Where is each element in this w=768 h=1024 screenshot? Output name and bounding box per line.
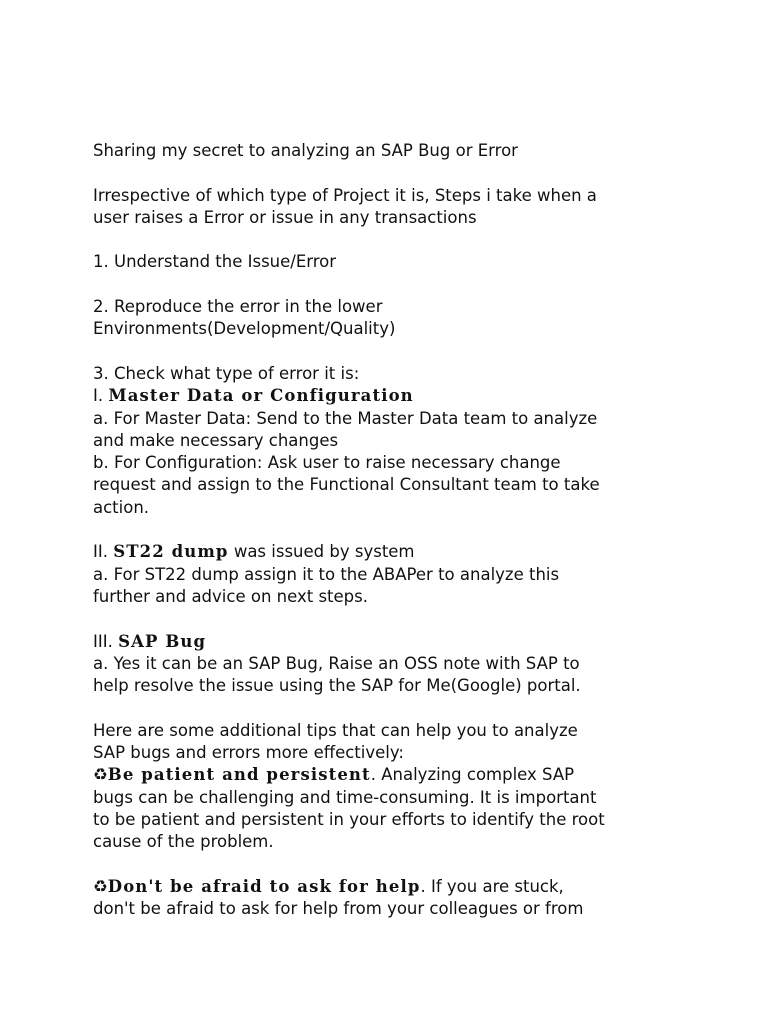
section-3-heading-line [93, 631, 693, 653]
section-2-line: further and advice on next steps. [93, 586, 368, 606]
section-1-line: b. For Configuration: Ask user to raise necessary change [93, 453, 561, 473]
tips-intro-line-1: Here are some additional tips that can help you to analyze [93, 720, 578, 740]
tip-b-rest: . If you are stuck, [420, 876, 564, 896]
section-2-suffix: was issued by system [228, 542, 415, 562]
section-1-line: a. For Master Data: Send to the Master Data team to analyze [93, 408, 598, 428]
step-1: 1. Understand the Issue/Error [93, 252, 337, 272]
section-3-prefix: III. [93, 631, 119, 651]
tips-intro-line-2: SAP bugs and errors more effectively: [93, 743, 404, 763]
section-1-heading-line [93, 385, 693, 407]
step-3: 3. Check what type of error it is: [93, 363, 360, 383]
section-2-heading: ST22 dump [113, 542, 229, 562]
section-1-line: action. [93, 497, 150, 517]
document-page [93, 140, 693, 920]
tip-a-rest: . Analyzing complex SAP [370, 765, 575, 785]
section-3-line: a. Yes it can be an SAP Bug, Raise an OSS note with SAP to [93, 653, 580, 673]
intro-line-2: user raises a Error or issue in any transactions [93, 207, 477, 227]
section-1-line: request and assign to the Functional Consultant team to take [93, 475, 600, 495]
section-2-prefix: II. [93, 542, 114, 562]
section-2-heading-line [93, 541, 693, 563]
section-3-heading: SAP Bug [118, 631, 207, 651]
document-title: Sharing my secret to analyzing an SAP Bug or Error [93, 141, 518, 160]
section-1-line: and make necessary changes [93, 430, 339, 450]
tip-a-heading: Be patient and persistent [107, 765, 371, 785]
recycle-icon: ♻ [93, 765, 108, 785]
recycle-icon: ♻ [93, 876, 108, 896]
step-2-line-2: Environments(Development/Quality) [93, 319, 396, 339]
tip-b-heading: Don't be afraid to ask for help [107, 876, 421, 896]
section-3-line: help resolve the issue using the SAP for Me(Google) portal. [93, 676, 581, 696]
tip-a-line: to be patient and persistent in your efforts to identify the root [93, 809, 605, 829]
section-1-heading: Master Data or Configuration [108, 386, 414, 406]
tip-a-line: bugs can be challenging and time-consuming. It is important [93, 787, 597, 807]
section-1-prefix: I. [93, 386, 109, 406]
tip-b-line: don't be afraid to ask for help from your colleagues or from [93, 899, 584, 919]
step-2-line-1: 2. Reproduce the error in the lower [93, 297, 383, 317]
tip-a-heading-line [93, 764, 693, 786]
intro-line-1: Irrespective of which type of Project it is, Steps i take when a [93, 185, 597, 205]
tip-b-heading-line [93, 876, 693, 898]
section-2-line: a. For ST22 dump assign it to the ABAPer to analyze this [93, 564, 560, 584]
tip-a-line: cause of the problem. [93, 832, 274, 852]
